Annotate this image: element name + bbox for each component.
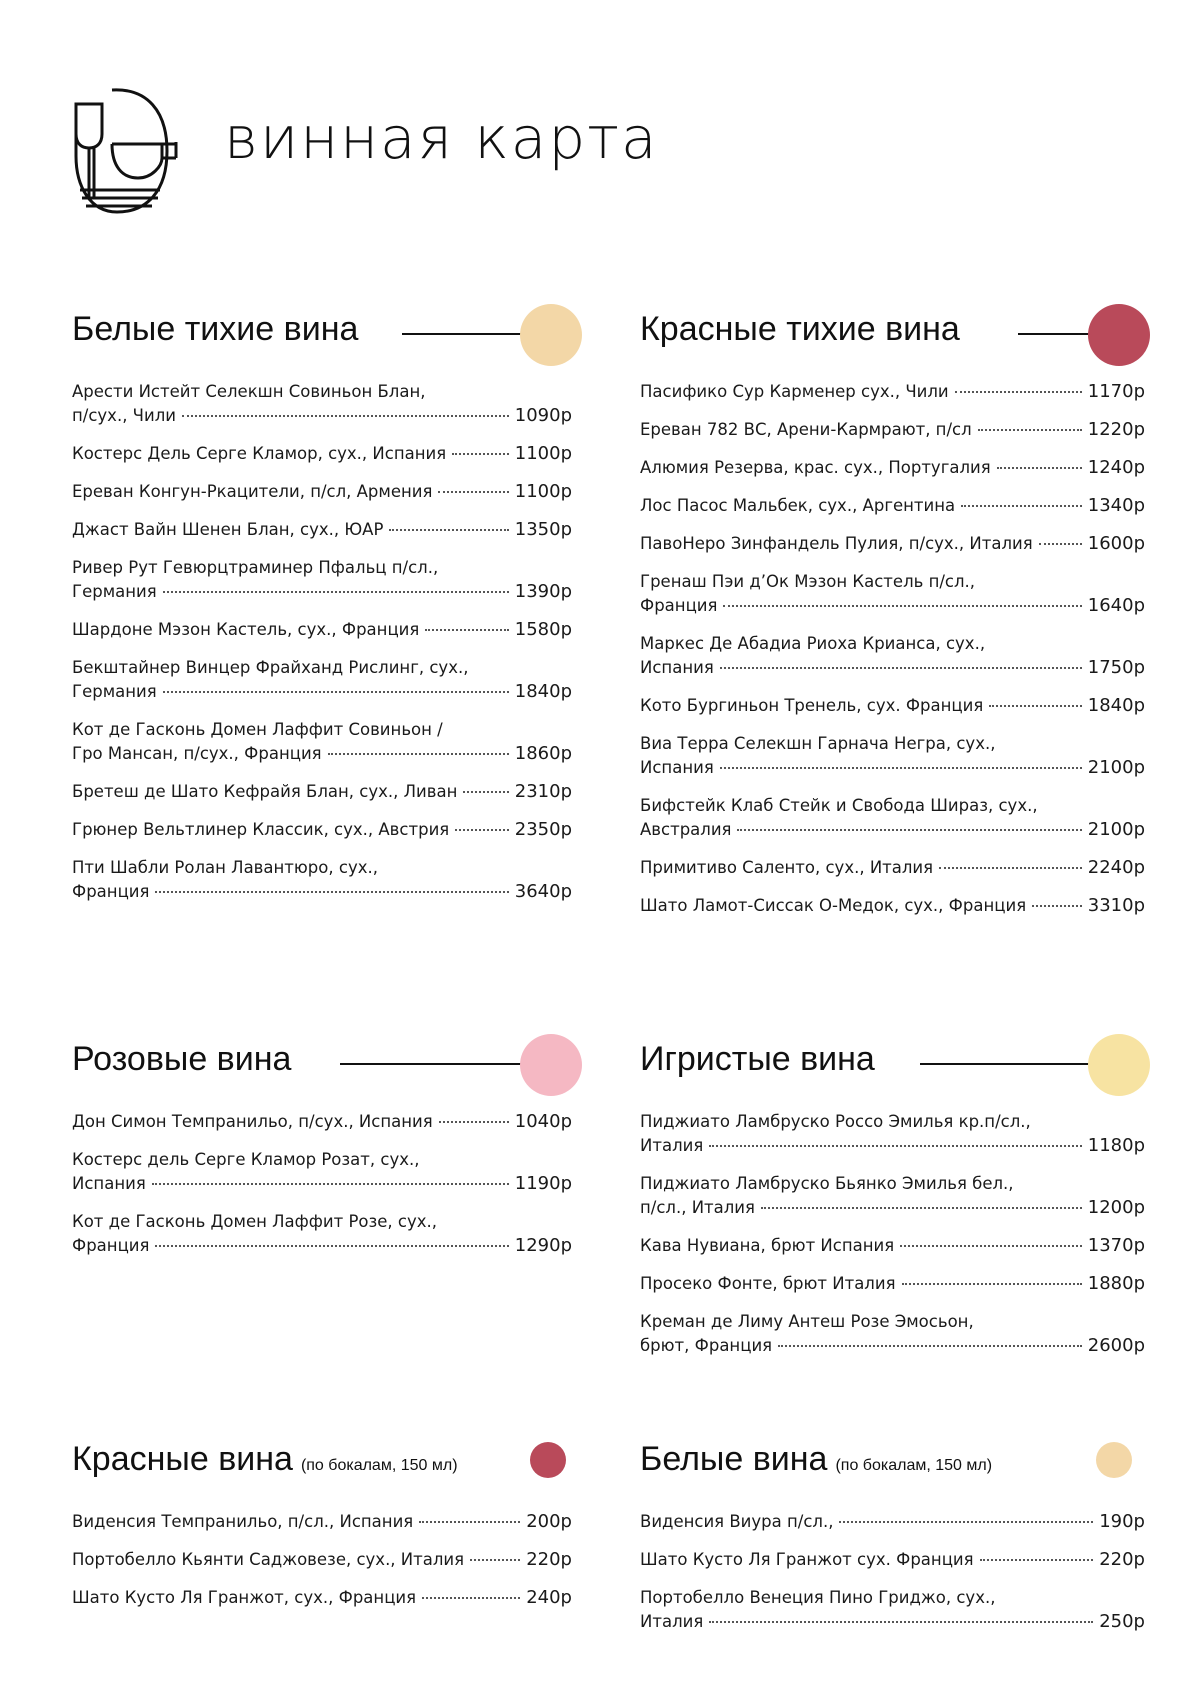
wine-list xyxy=(640,380,1145,918)
wine-name: Германия xyxy=(72,582,157,601)
dot-leader xyxy=(1032,905,1082,907)
wine-price: 1170р xyxy=(1087,381,1145,402)
wine-item xyxy=(72,718,572,766)
wine-name: Алюмия Резерва, крас. сух., Португалия xyxy=(640,458,991,477)
wine-item xyxy=(640,1110,1145,1158)
wine-name: Бретеш де Шато Кефрайя Блан, сух., Ливан xyxy=(72,782,458,801)
color-dot xyxy=(520,304,582,366)
wine-row xyxy=(640,818,1145,842)
wine-name: Просеко Фонте, брют Италия xyxy=(640,1274,896,1293)
wine-name: Шардоне Мэзон Кастель, сух., Франция xyxy=(72,620,420,639)
wine-name: Костерс Дель Серге Кламор, сух., Испания xyxy=(72,444,447,463)
wine-price: 2310р xyxy=(514,781,572,802)
wine-row xyxy=(640,856,1145,880)
wine-row xyxy=(640,1334,1145,1358)
wine-price: 1840р xyxy=(514,681,572,702)
wine-row xyxy=(72,442,572,466)
dot-leader xyxy=(155,891,508,893)
color-dot xyxy=(1088,1034,1150,1096)
wine-price: 1880р xyxy=(1087,1273,1145,1294)
wine-price: 250р xyxy=(1099,1611,1145,1632)
wine-row xyxy=(640,594,1145,618)
wine-name: Дон Симон Темпранильо, п/сух., Испания xyxy=(72,1112,433,1131)
wine-list xyxy=(72,380,572,904)
wine-row xyxy=(640,456,1145,480)
wine-row xyxy=(72,1586,572,1610)
dot-leader xyxy=(709,1145,1082,1147)
wine-item xyxy=(72,480,572,504)
wine-name: Франция xyxy=(72,882,150,901)
section-title xyxy=(72,1440,458,1479)
wine-price: 1600р xyxy=(1087,533,1145,554)
wine-name: Испания xyxy=(640,658,714,677)
section-title: Игристые вина xyxy=(640,1040,875,1078)
wine-item xyxy=(640,456,1145,480)
dot-leader xyxy=(902,1283,1082,1285)
dot-leader xyxy=(980,1559,1094,1561)
wine-name: Кава Нувиана, брют Испания xyxy=(640,1236,895,1255)
dot-leader xyxy=(737,829,1081,831)
wine-name-line1: Кот де Гасконь Домен Лаффит Совиньон / xyxy=(72,720,443,739)
wine-list xyxy=(72,1510,572,1610)
wine-name: Джаст Вайн Шенен Блан, сух., ЮАР xyxy=(72,520,384,539)
dot-leader xyxy=(152,1183,509,1185)
wine-name: Пасифико Сур Карменер сух., Чили xyxy=(640,382,949,401)
wine-price: 1040р xyxy=(514,1111,572,1132)
wine-item xyxy=(72,1510,572,1534)
wine-name: п/сух., Чили xyxy=(72,406,176,425)
wine-price: 1100р xyxy=(514,481,572,502)
wine-item xyxy=(640,1272,1145,1296)
wine-price: 220р xyxy=(1099,1549,1145,1570)
wine-price: 1750р xyxy=(1087,657,1145,678)
wine-price: 1370р xyxy=(1087,1235,1145,1256)
wine-price: 2350р xyxy=(514,819,572,840)
dot-leader xyxy=(425,629,508,631)
dot-leader xyxy=(720,767,1082,769)
wine-price: 200р xyxy=(526,1511,572,1532)
wine-name: Германия xyxy=(72,682,157,701)
wine-name: Виденсия Темпранильо, п/сл., Испания xyxy=(72,1512,414,1531)
wine-name: Лос Пасос Мальбек, сух., Аргентина xyxy=(640,496,956,515)
section-rose-wines xyxy=(72,1030,572,1272)
wine-name: Италия xyxy=(640,1136,704,1155)
section-note: (по бокалам, 150 мл) xyxy=(300,1457,458,1474)
dot-leader xyxy=(163,591,509,593)
section-divider-line xyxy=(340,1063,545,1065)
section-white-wines-by-glass xyxy=(640,1430,1145,1648)
wine-item xyxy=(72,618,572,642)
dot-leader xyxy=(163,691,509,693)
section-title-text: Красные вина xyxy=(72,1440,293,1478)
wine-name-line1: Гренаш Пэи д’Ок Мэзон Кастель п/сл., xyxy=(640,572,976,591)
wine-name: Виденсия Виура п/сл., xyxy=(640,1512,834,1531)
wine-row xyxy=(72,680,572,704)
dot-leader xyxy=(439,1121,509,1123)
wine-name-line1: Виа Терра Селекшн Гарнача Негра, сух., xyxy=(640,734,996,753)
dot-leader xyxy=(455,829,509,831)
wine-price: 2600р xyxy=(1087,1335,1145,1356)
dot-leader xyxy=(989,705,1081,707)
wine-row xyxy=(72,880,572,904)
wine-item xyxy=(72,1110,572,1134)
section-red-still-wines xyxy=(640,300,1145,932)
dot-leader xyxy=(720,667,1082,669)
wine-price: 1350р xyxy=(514,519,572,540)
dot-leader xyxy=(1039,543,1082,545)
wine-row xyxy=(72,518,572,542)
wine-name: брют, Франция xyxy=(640,1336,773,1355)
wine-item xyxy=(72,780,572,804)
wine-item xyxy=(640,1510,1145,1534)
wine-name: Грюнер Вельтлинер Классик, сух., Австрия xyxy=(72,820,450,839)
wine-name: Италия xyxy=(640,1612,704,1631)
wine-row xyxy=(72,1172,572,1196)
wine-price: 1180р xyxy=(1087,1135,1145,1156)
wine-item xyxy=(72,442,572,466)
wine-price: 190р xyxy=(1099,1511,1145,1532)
section-divider-line xyxy=(920,1063,1110,1065)
wine-name: Франция xyxy=(72,1236,150,1255)
color-dot xyxy=(1088,304,1150,366)
wine-row xyxy=(640,1610,1145,1634)
wine-price: 2100р xyxy=(1087,757,1145,778)
wine-price: 1290р xyxy=(514,1235,572,1256)
section-title: Белые тихие вина xyxy=(72,310,359,348)
section-white-still-wines xyxy=(72,300,572,918)
wine-item xyxy=(72,380,572,428)
wine-price: 1860р xyxy=(514,743,572,764)
wine-row xyxy=(72,1110,572,1134)
wine-price: 1190р xyxy=(514,1173,572,1194)
wine-name-line1: Пиджиато Ламбруско Россо Эмилья кр.п/сл., xyxy=(640,1112,1031,1131)
wine-price: 1100р xyxy=(514,443,572,464)
dot-leader xyxy=(978,429,1082,431)
wine-name: Ереван 782 ВС, Арени-Кармрают, п/сл xyxy=(640,420,972,439)
dot-leader xyxy=(961,505,1082,507)
wine-price: 1840р xyxy=(1087,695,1145,716)
wine-item xyxy=(640,1586,1145,1634)
wine-row xyxy=(640,656,1145,680)
wine-name-line1: Портобелло Венеция Пино Гриджо, сух., xyxy=(640,1588,996,1607)
wine-row xyxy=(640,418,1145,442)
wine-price: 1090р xyxy=(514,405,572,426)
wine-row xyxy=(640,1134,1145,1158)
wine-name: ПавоНеро Зинфандель Пулия, п/сух., Италия xyxy=(640,534,1033,553)
dot-leader xyxy=(709,1621,1093,1623)
wine-name: Шато Ламот-Сиссак О-Медок, сух., Франция xyxy=(640,896,1027,915)
wine-name-line1: Пти Шабли Ролан Лавантюро, сух., xyxy=(72,858,378,877)
menu-header xyxy=(72,86,772,216)
dot-leader xyxy=(389,529,508,531)
wine-name: п/сл., Италия xyxy=(640,1198,755,1217)
wine-item xyxy=(72,518,572,542)
wine-item xyxy=(640,494,1145,518)
section-red-wines-by-glass xyxy=(72,1430,572,1624)
wine-row xyxy=(640,532,1145,556)
wine-row xyxy=(72,1548,572,1572)
wine-name-line1: Креман де Лиму Антеш Розе Эмосьон, xyxy=(640,1312,974,1331)
wine-list xyxy=(640,1110,1145,1358)
wine-row xyxy=(640,1548,1145,1572)
wine-price: 240р xyxy=(526,1587,572,1608)
section-title: Красные тихие вина xyxy=(640,310,960,348)
wine-item xyxy=(72,1148,572,1196)
section-title-text: Белые вина xyxy=(640,1440,828,1478)
wine-name: Кото Бургиньон Тренель, сух. Франция xyxy=(640,696,984,715)
wine-name: Австралия xyxy=(640,820,732,839)
wine-item xyxy=(640,894,1145,918)
wine-row xyxy=(72,580,572,604)
wine-item xyxy=(640,570,1145,618)
wine-name-line1: Бекштайнер Винцер Фрайханд Рислинг, сух., xyxy=(72,658,469,677)
wine-item xyxy=(640,532,1145,556)
dot-leader xyxy=(470,1559,520,1561)
wine-name: Примитиво Саленто, сух., Италия xyxy=(640,858,934,877)
wine-name-line1: Бифстейк Клаб Стейк и Свобода Шираз, сух., xyxy=(640,796,1038,815)
dot-leader xyxy=(328,753,509,755)
dot-leader xyxy=(463,791,508,793)
wine-row xyxy=(640,1234,1145,1258)
wine-name-line1: Арести Истейт Селекшн Совиньон Блан, xyxy=(72,382,426,401)
wine-item xyxy=(640,794,1145,842)
wine-glass-teapot-logo-icon xyxy=(72,86,192,216)
dot-leader xyxy=(839,1521,1093,1523)
wine-price: 1640р xyxy=(1087,595,1145,616)
color-dot xyxy=(520,1034,582,1096)
wine-item xyxy=(640,632,1145,680)
wine-item xyxy=(640,380,1145,404)
wine-price: 1580р xyxy=(514,619,572,640)
wine-row xyxy=(72,1510,572,1534)
wine-name-line1: Кот де Гасконь Домен Лаффит Розе, сух., xyxy=(72,1212,438,1231)
dot-leader xyxy=(900,1245,1082,1247)
wine-row xyxy=(640,1272,1145,1296)
wine-name: Гро Мансан, п/сух., Франция xyxy=(72,744,322,763)
wine-item xyxy=(72,656,572,704)
dot-leader xyxy=(452,453,509,455)
wine-item xyxy=(72,1586,572,1610)
dot-leader xyxy=(438,491,508,493)
dot-leader xyxy=(419,1521,520,1523)
wine-price: 1220р xyxy=(1087,419,1145,440)
wine-row xyxy=(72,1234,572,1258)
dot-leader xyxy=(997,467,1082,469)
wine-item xyxy=(640,1234,1145,1258)
wine-row xyxy=(640,756,1145,780)
wine-row xyxy=(640,1196,1145,1220)
dot-leader xyxy=(761,1207,1082,1209)
wine-item xyxy=(640,856,1145,880)
dot-leader xyxy=(955,391,1082,393)
wine-row xyxy=(72,780,572,804)
wine-name-line1: Костерс дель Серге Кламор Розат, сух., xyxy=(72,1150,420,1169)
wine-name: Шато Кусто Ля Гранжот сух. Франция xyxy=(640,1550,974,1569)
wine-name: Портобелло Кьянти Саджовезе, сух., Италия xyxy=(72,1550,465,1569)
wine-row xyxy=(72,404,572,428)
wine-name-line1: Пиджиато Ламбруско Бьянко Эмилья бел., xyxy=(640,1174,1014,1193)
wine-item xyxy=(640,1548,1145,1572)
wine-item xyxy=(640,732,1145,780)
wine-row xyxy=(640,694,1145,718)
wine-item xyxy=(72,1210,572,1258)
dot-leader xyxy=(155,1245,508,1247)
wine-list xyxy=(72,1110,572,1258)
wine-price: 1200р xyxy=(1087,1197,1145,1218)
color-dot xyxy=(1096,1442,1132,1478)
wine-list xyxy=(640,1510,1145,1634)
wine-item xyxy=(640,1310,1145,1358)
dot-leader xyxy=(723,605,1081,607)
wine-price: 3640р xyxy=(514,881,572,902)
wine-name: Шато Кусто Ля Гранжот, сух., Франция xyxy=(72,1588,417,1607)
wine-item xyxy=(72,856,572,904)
wine-row xyxy=(640,1510,1145,1534)
wine-item xyxy=(640,1172,1145,1220)
wine-row xyxy=(72,818,572,842)
wine-row xyxy=(640,894,1145,918)
wine-name: Испания xyxy=(640,758,714,777)
section-title xyxy=(640,1440,992,1479)
wine-price: 3310р xyxy=(1087,895,1145,916)
wine-price: 220р xyxy=(526,1549,572,1570)
color-dot xyxy=(530,1442,566,1478)
wine-item xyxy=(640,418,1145,442)
dot-leader xyxy=(778,1345,1082,1347)
dot-leader xyxy=(939,867,1082,869)
wine-price: 1390р xyxy=(514,581,572,602)
menu-title: винная карта xyxy=(224,104,659,172)
dot-leader xyxy=(182,415,509,417)
wine-item xyxy=(72,1548,572,1572)
section-sparkling-wines xyxy=(640,1030,1145,1372)
wine-price: 2100р xyxy=(1087,819,1145,840)
wine-price: 1340р xyxy=(1087,495,1145,516)
wine-item xyxy=(72,556,572,604)
wine-item xyxy=(640,694,1145,718)
section-title: Розовые вина xyxy=(72,1040,292,1078)
wine-item xyxy=(72,818,572,842)
wine-row xyxy=(72,742,572,766)
dot-leader xyxy=(422,1597,520,1599)
section-note: (по бокалам, 150 мл) xyxy=(835,1457,993,1474)
wine-row xyxy=(72,618,572,642)
wine-name: Ереван Конгун-Ркацители, п/сл, Армения xyxy=(72,482,433,501)
wine-name: Испания xyxy=(72,1174,146,1193)
wine-row xyxy=(640,380,1145,404)
wine-name-line1: Маркес Де Абадиа Риоха Крианса, сух., xyxy=(640,634,986,653)
wine-price: 2240р xyxy=(1087,857,1145,878)
wine-row xyxy=(640,494,1145,518)
wine-price: 1240р xyxy=(1087,457,1145,478)
wine-name: Франция xyxy=(640,596,718,615)
wine-name-line1: Ривер Рут Гевюрцтраминер Пфальц п/сл., xyxy=(72,558,439,577)
wine-row xyxy=(72,480,572,504)
